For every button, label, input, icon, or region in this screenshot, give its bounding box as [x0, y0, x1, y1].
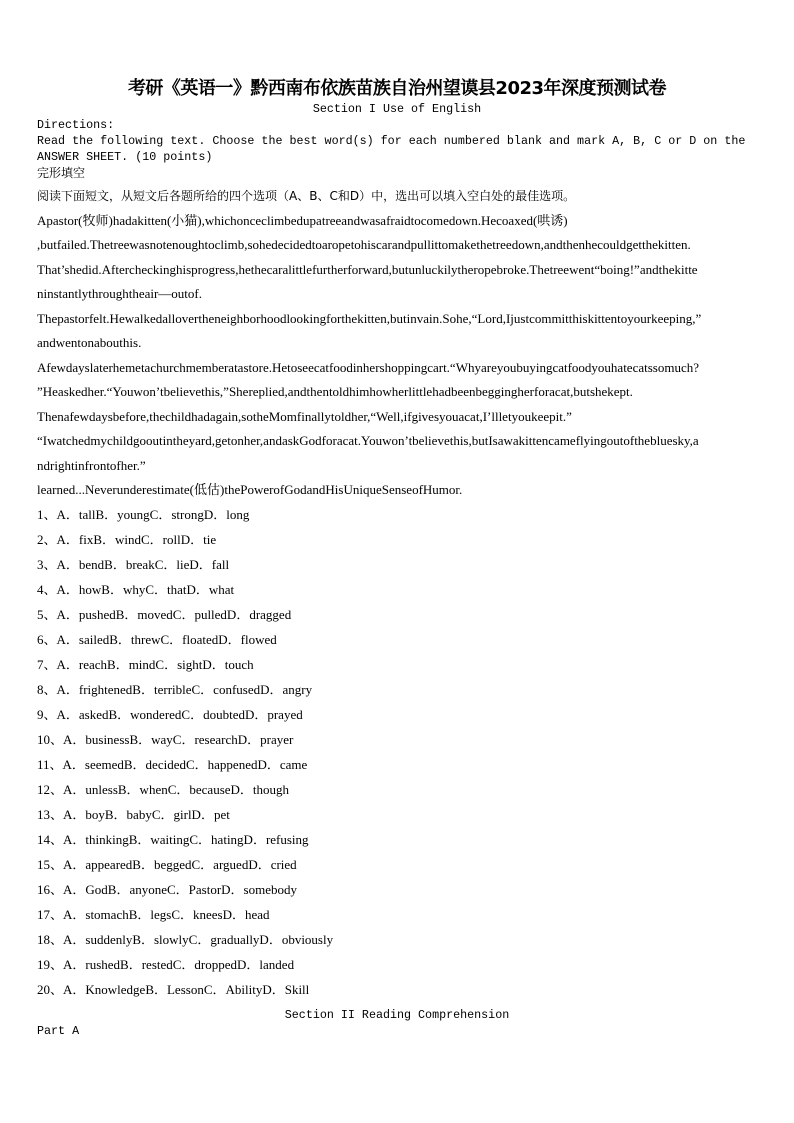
option-item: 5、A．pushedB．movedC．pulledD．dragged	[37, 607, 292, 622]
option-item: 2、A．fixB．windC．rollD．tie	[37, 532, 217, 547]
passage-line: andwentonabouthis.	[37, 335, 142, 350]
passage-line: “Iwatchedmychildgooutintheyard,getonher,andaskGodforacat.Youwon’tbelievethis,butIsawakittencameflyingoutofthebluesky,a	[37, 433, 699, 448]
option-item: 16、A．GodB．anyoneC．PastorD．somebody	[37, 882, 297, 897]
passage-line: 阅读下面短文，从短文后各题所给的四个选项（A、B、C和D）中，选出可以填入空白处的最佳选项。	[37, 189, 576, 203]
options-list	[37, 502, 757, 1002]
option-item: 3、A．bendB．breakC．lieD．fall	[37, 557, 230, 572]
directions-text: Read the following text. Choose the best word(s) for each numbered blank and mark A, B, C or D on the	[37, 134, 746, 148]
option-item: 11、A．seemedB．decidedC．happenedD．came	[37, 757, 308, 772]
part-heading: Part A	[37, 1024, 80, 1038]
option-item: 1、A．tallB．youngC．strongD．long	[37, 507, 250, 522]
passage-line: ndrightinfrontofher.”	[37, 457, 146, 473]
option-item: 10、A．businessB．wayC．researchD．prayer	[37, 732, 294, 747]
passage-line: Thepastorfelt.Hewalkedallovertheneighborhoodlookingforthekitten,butinvain.Sohe,“Lord,Ijustcommitthiskittentoyourkeeping,”	[37, 310, 702, 326]
option-item: 13、A．boyB．babyC．girlD．pet	[37, 807, 230, 822]
question-type: 完形填空	[37, 166, 86, 180]
option-item: 18、A．suddenlyB．slowlyC．graduallyD．obviously	[37, 932, 334, 947]
option-item: 8、A．frightenedB．terribleC．confusedD．angry	[37, 682, 313, 697]
section-heading: Section I Use of English	[312, 102, 482, 116]
option-item: 20、A．KnowledgeB．LessonC．AbilityD．Skill	[37, 982, 310, 997]
passage-line: Apastor(牧师)hadakitten(小猫),whichonceclimbedupatreeandwasafraidtocomedown.Hecoaxed(哄诱)	[37, 212, 568, 228]
option-item: 17、A．stomachB．legsC．kneesD．head	[37, 907, 270, 922]
option-item: 15、A．appearedB．beggedC．arguedD．cried	[37, 857, 297, 872]
option-item: 4、A．howB．whyC．thatD．what	[37, 582, 235, 597]
option-item: 7、A．reachB．mindC．sightD．touch	[37, 657, 254, 672]
option-item: 9、A．askedB．wonderedC．doubtedD．prayed	[37, 707, 303, 722]
directions-heading: Directions:	[37, 118, 115, 132]
passage-line: ”Heaskedher.“Youwon’tbelievethis,”Shereplied,andthentoldhimhowherlittlehadbeenbeggingherforacat,butshekept.	[37, 384, 633, 399]
directions	[37, 117, 757, 181]
passage-line: ninstantlythroughtheair—outof.	[37, 286, 203, 301]
passage-line: Afewdayslaterhemetachurchmemberatastore.Hetoseecatfoodinhershoppingcart.“Whyareyoubuyingcatfoodyouhatecatssomuch?	[37, 359, 700, 375]
passage-line: learned...Neverunderestimate(低估)thePowerofGodandHisUniqueSenseofHumor.	[37, 482, 463, 497]
option-item: 12、A．unlessB．whenC．becauseD．though	[37, 782, 290, 797]
passage-line: Thenafewdaysbefore,thechildhadagain,sotheMomfinallytoldher,“Well,ifgivesyouacat,I’llletyoukeepit.”	[37, 408, 572, 424]
passage	[37, 184, 777, 503]
directions-text: ANSWER SHEET. (10 points)	[37, 150, 213, 164]
passage-line: That’shedid.Aftercheckinghisprogress,hethecaralittlefurtherforward,butunluckilytheropebroke.Thetreewent“boing!”andthekitte	[37, 261, 698, 277]
document-title: 考研《英语一》黔西南布依族苗族自治州望谟县2023年深度预测试卷	[127, 78, 667, 99]
passage-line: ,butfailed.Thetreewasnotenoughtoclimb,sohedecidedtoaropetohiscarandpullittomakethetreedown,andthenhecouldgetthekitten.	[37, 237, 691, 252]
option-item: 19、A．rushedB．restedC．droppedD．landed	[37, 957, 295, 972]
option-item: 6、A．sailedB．threwC．floatedD．flowed	[37, 632, 277, 647]
option-item: 14、A．thinkingB．waitingC．hatingD．refusing	[37, 832, 309, 847]
section-heading: Section II Reading Comprehension	[284, 1008, 510, 1022]
